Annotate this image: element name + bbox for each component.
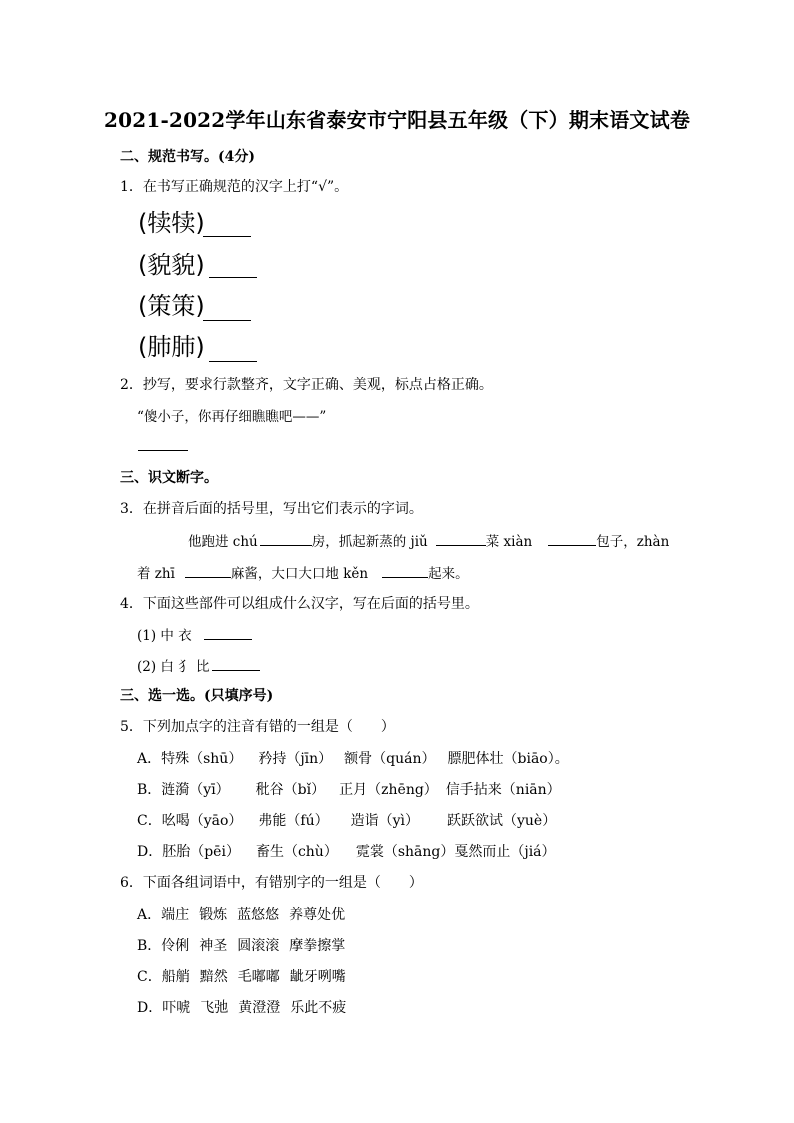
section-heading-choose: 三、选一选。(只填序号) — [120, 688, 274, 704]
q5-option-a[interactable] — [137, 748, 569, 768]
q5-d-4: 戛然而止（jiá） — [454, 844, 556, 860]
q5-c-1: C．吆喝（yāo） — [137, 813, 243, 829]
q5-c-2: 弗能（fú） — [258, 813, 329, 829]
question-3-stem: 3．在拼音后面的括号里，写出它们表示的字词。 — [120, 501, 423, 517]
q3-segment-2b: 麻酱，大口大口地 kěn — [230, 566, 369, 582]
q3-segment-1c: 菜 xiàn — [485, 534, 533, 550]
q3-blank-xian[interactable] — [548, 531, 596, 546]
q6-b-2: 神圣 — [199, 938, 228, 954]
q6-d-1: D．吓唬 — [137, 1000, 191, 1016]
q5-option-c[interactable] — [137, 810, 556, 830]
q4-item-2-parts: (2) 白 犭 比 — [137, 659, 210, 675]
q5-c-3: 造诣（yì） — [350, 813, 419, 829]
q4-blank-1[interactable] — [204, 625, 252, 640]
q6-c-4: 龇牙咧嘴 — [289, 969, 346, 985]
q5-c-4: 跃跃欲试（yuè） — [447, 813, 557, 829]
q6-d-2: 飞弛 — [200, 1000, 229, 1016]
question-2-stem: 2．抄写，要求行款整齐，文字正确、美观，标点占格正确。 — [120, 377, 493, 393]
q3-segment-1d: 包子，zhàn — [596, 534, 670, 550]
question-2-quote: “傻小子，你再仔细瞧瞧吧——” — [137, 409, 327, 425]
q5-a-4: 膘肥体壮（biāo）。 — [447, 751, 569, 767]
q6-option-b[interactable] — [137, 935, 345, 955]
q5-b-2: 秕谷（bǐ） — [255, 782, 326, 798]
q6-c-2: 黯然 — [199, 969, 228, 985]
q6-b-1: B．伶俐 — [137, 938, 190, 954]
q5-d-2: 畜生（chù） — [255, 844, 338, 860]
q1-pair-1: (犊犊) — [138, 209, 205, 237]
q6-option-c[interactable] — [137, 966, 346, 986]
question-4-stem: 4．下面这些部件可以组成什么汉字，写在后面的括号里。 — [120, 596, 479, 612]
q6-a-3: 蓝悠悠 — [237, 907, 280, 923]
q6-c-1: C．船艄 — [137, 969, 190, 985]
q3-segment-1a: 他跑进 chú — [188, 534, 258, 550]
q4-item-1-parts: (1) 中 衣 — [137, 628, 192, 644]
q6-a-2: 锻炼 — [199, 907, 228, 923]
q5-b-4: 信手拈来（niān） — [445, 782, 561, 798]
q3-blank-zhi[interactable] — [185, 563, 231, 578]
q6-d-3: 黄澄澄 — [238, 1000, 281, 1016]
q1-answer-line-2[interactable] — [209, 277, 257, 278]
section-heading-writing: 二、规范书写。(4分) — [120, 149, 255, 165]
q6-c-3: 毛嘟嘟 — [237, 969, 280, 985]
q3-segment-1b: 房，抓起新蒸的 jiǔ — [311, 534, 428, 550]
q5-b-3: 正月（zhēng） — [339, 782, 438, 798]
q1-pair-2: (貌貌) — [138, 251, 205, 279]
q1-answer-line-1[interactable] — [203, 236, 251, 237]
q6-a-1: A．端庄 — [137, 907, 190, 923]
q4-item-2 — [137, 655, 260, 675]
q3-blank-ken[interactable] — [382, 563, 428, 578]
q5-d-3: 霓裳（shāng） — [355, 844, 455, 860]
q6-option-d[interactable] — [137, 997, 346, 1017]
q3-segment-2a: 着 zhī — [137, 566, 175, 582]
q3-segment-2c: 起来。 — [428, 566, 469, 582]
q6-b-3: 圆滚滚 — [237, 938, 280, 954]
q3-blank-jiu[interactable] — [436, 531, 486, 546]
q6-option-a[interactable] — [137, 904, 345, 924]
question-6-stem: 6．下面各组词语中，有错别字的一组是（ ） — [120, 875, 423, 891]
q2-answer-line[interactable] — [138, 450, 188, 451]
q5-a-1: A．特殊（shū） — [137, 751, 243, 767]
q6-a-4: 养尊处优 — [289, 907, 346, 923]
q5-d-1: D．胚胎（pēi） — [137, 844, 240, 860]
section-heading-recognize: 三、识文断字。 — [120, 470, 218, 486]
q1-pair-4: (肺肺) — [138, 333, 205, 361]
q3-blank-chu[interactable] — [260, 531, 312, 546]
q3-line-1 — [188, 530, 669, 550]
q1-answer-line-3[interactable] — [203, 320, 251, 321]
q1-pair-3: (策策) — [138, 292, 205, 320]
q5-a-3: 额骨（quán） — [344, 751, 436, 767]
q3-line-2 — [137, 562, 469, 582]
q6-b-4: 摩拳擦掌 — [289, 938, 346, 954]
q1-answer-line-4[interactable] — [209, 361, 257, 362]
question-5-stem: 5．下列加点字的注音有错的一组是（ ） — [120, 719, 395, 735]
q5-option-d[interactable] — [137, 841, 556, 861]
q5-b-1: B．涟漪（yī） — [137, 782, 230, 798]
q6-d-4: 乐此不疲 — [290, 1000, 347, 1016]
q4-item-1 — [137, 624, 252, 644]
q5-a-2: 矜持（jīn） — [258, 751, 333, 767]
question-1-stem: 1．在书写正确规范的汉字上打“√”。 — [120, 179, 349, 195]
q5-option-b[interactable] — [137, 779, 561, 799]
page-title: 2021-2022学年山东省泰安市宁阳县五年级（下）期末语文试卷 — [103, 108, 691, 132]
q4-blank-2[interactable] — [212, 656, 260, 671]
